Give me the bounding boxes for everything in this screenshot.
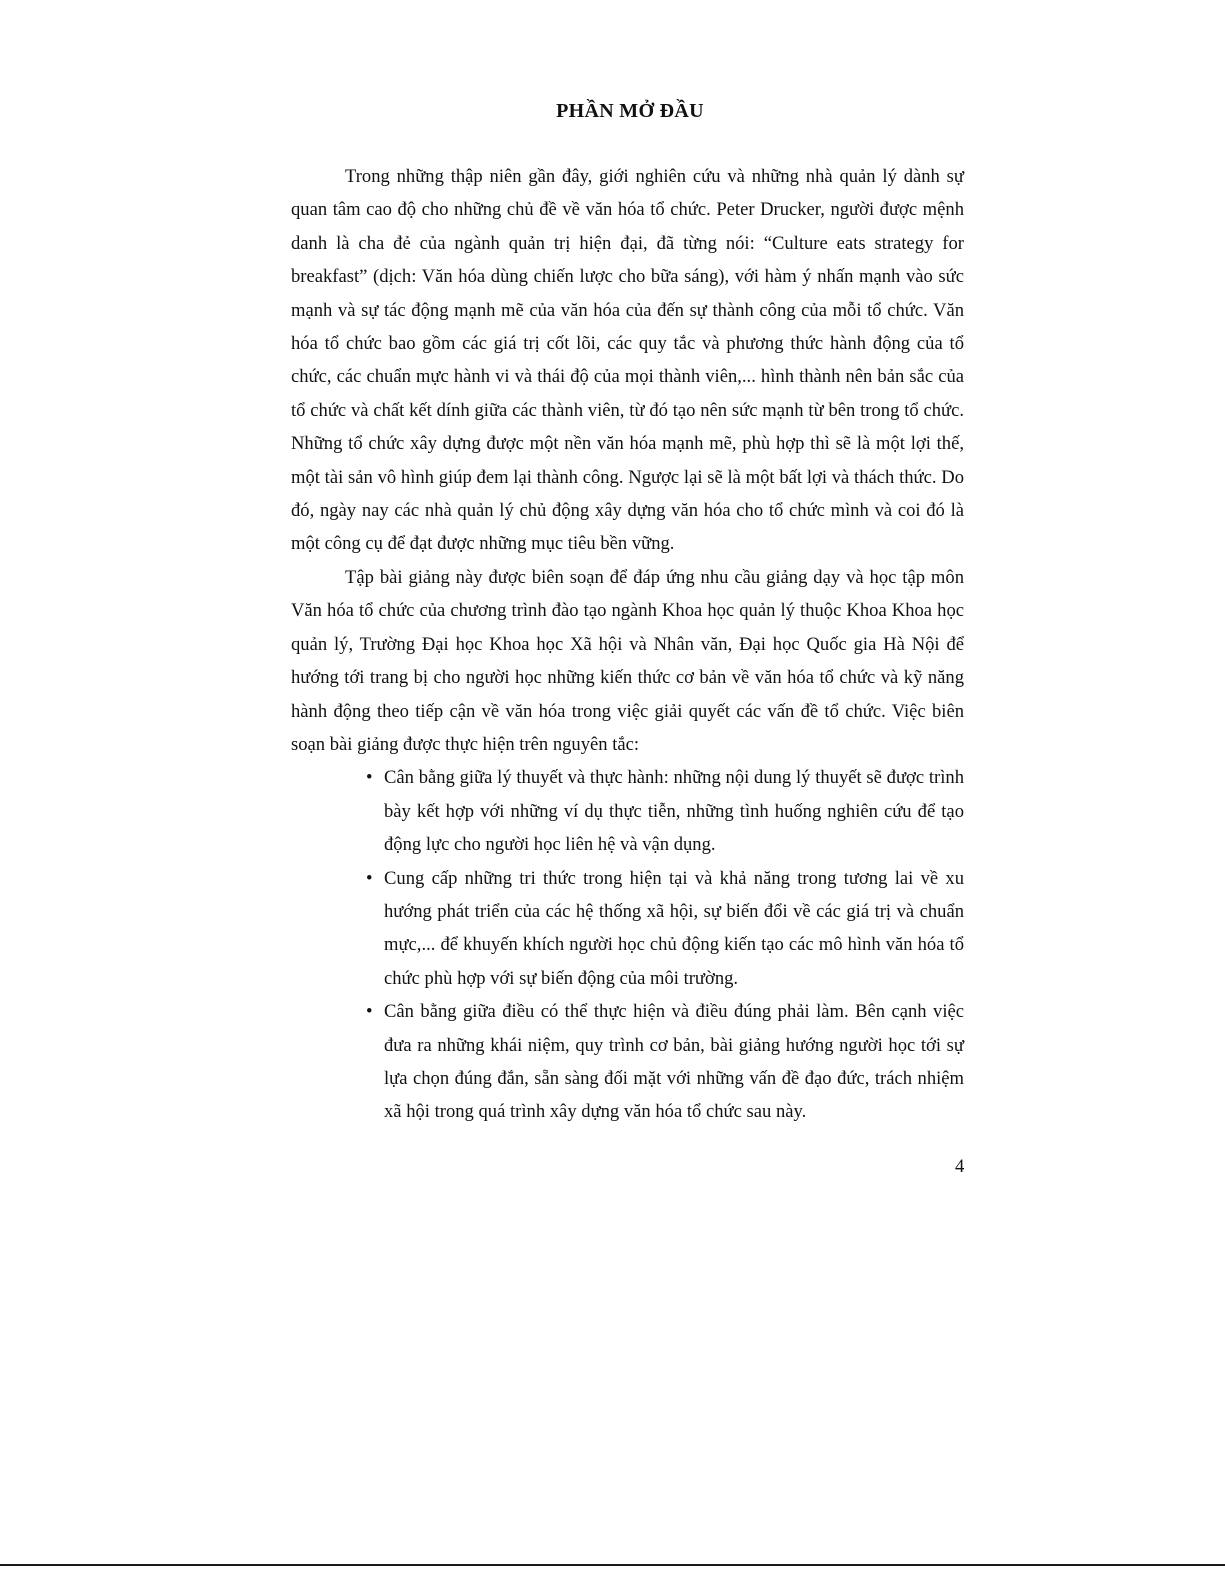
bullet-icon: • [366, 867, 373, 889]
paragraph-purpose: Tập bài giảng này được biên soạn để đáp ứng nhu cầu giảng dạy và học tập môn Văn hóa tổ chức của chương trình đào tạo ngành Khoa học quản lý thuộc Khoa Khoa học quản lý, Trường Đại học Khoa học Xã hội và Nhân văn, Đại học Quốc gia Hà Nội để hướng tới trang bị cho người học những kiến thức cơ bản về văn hóa tổ chức và kỹ năng hành động theo tiếp cận về văn hóa trong việc giải quyết các vấn đề tổ chức. Việc biên soạn bài giảng được thực hiện trên nguyên tắc: [291, 566, 964, 755]
list-item-text: Cân bằng giữa lý thuyết và thực hành: những nội dung lý thuyết sẽ được trình bày kết hợp với những ví dụ thực tiễn, những tình huống nghiên cứu để tạo động lực cho người học liên hệ và vận dụng. [384, 767, 964, 856]
paragraph-intro: Trong những thập niên gần đây, giới nghiên cứu và những nhà quản lý dành sự quan tâm cao độ cho những chủ đề về văn hóa tổ chức. Peter Drucker, người được mệnh danh là cha đẻ của ngành quản trị hiện đại, đã từng nói: “Culture eats strategy for breakfast” (dịch: Văn hóa dùng chiến lược cho bữa sáng), với hàm ý nhấn mạnh vào sức mạnh và sự tác động mạnh mẽ của văn hóa của đến sự thành công của mỗi tổ chức. Văn hóa tổ chức bao gồm các giá trị cốt lõi, các quy tắc và phương thức hành động của tổ chức, các chuẩn mực hành vi và thái độ của mọi thành viên,... hình thành nên bản sắc của tổ chức và chất kết dính giữa các thành viên, từ đó tạo nên sức mạnh từ bên trong tổ chức. Những tổ chức xây dựng được một nền văn hóa mạnh mẽ, phù hợp thì sẽ là một lợi thế, một tài sản vô hình giúp đem lại thành công. Ngược lại sẽ là một bất lợi và thách thức. Do đó, ngày nay các nhà quản lý chủ động xây dựng văn hóa cho tổ chức mình và coi đó là một công cụ để đạt được những mục tiêu bền vững. [291, 166, 964, 555]
body-text [291, 160, 964, 1129]
list-item [366, 862, 964, 996]
page-number: 4 [955, 1156, 965, 1177]
list-item [366, 995, 964, 1129]
principles-list [291, 761, 964, 1128]
list-item [366, 761, 964, 861]
bottom-border-line [0, 1564, 1225, 1566]
bullet-icon: • [366, 767, 373, 789]
page-title: PHẦN MỞ ĐẦU [556, 100, 704, 122]
bullet-icon: • [366, 1001, 373, 1023]
list-item-text: Cân bằng giữa điều có thể thực hiện và điều đúng phải làm. Bên cạnh việc đưa ra những khái niệm, quy trình cơ bản, bài giảng hướng người học tới sự lựa chọn đúng đắn, sẵn sàng đối mặt với những vấn đề đạo đức, trách nhiệm xã hội trong quá trình xây dựng văn hóa tổ chức sau này. [384, 1001, 964, 1123]
list-item-text: Cung cấp những tri thức trong hiện tại và khả năng trong tương lai về xu hướng phát triển của các hệ thống xã hội, sự biến đổi về các giá trị và chuẩn mực,... để khuyến khích người học chủ động kiến tạo các mô hình văn hóa tổ chức phù hợp với sự biến động của môi trường. [384, 867, 964, 989]
